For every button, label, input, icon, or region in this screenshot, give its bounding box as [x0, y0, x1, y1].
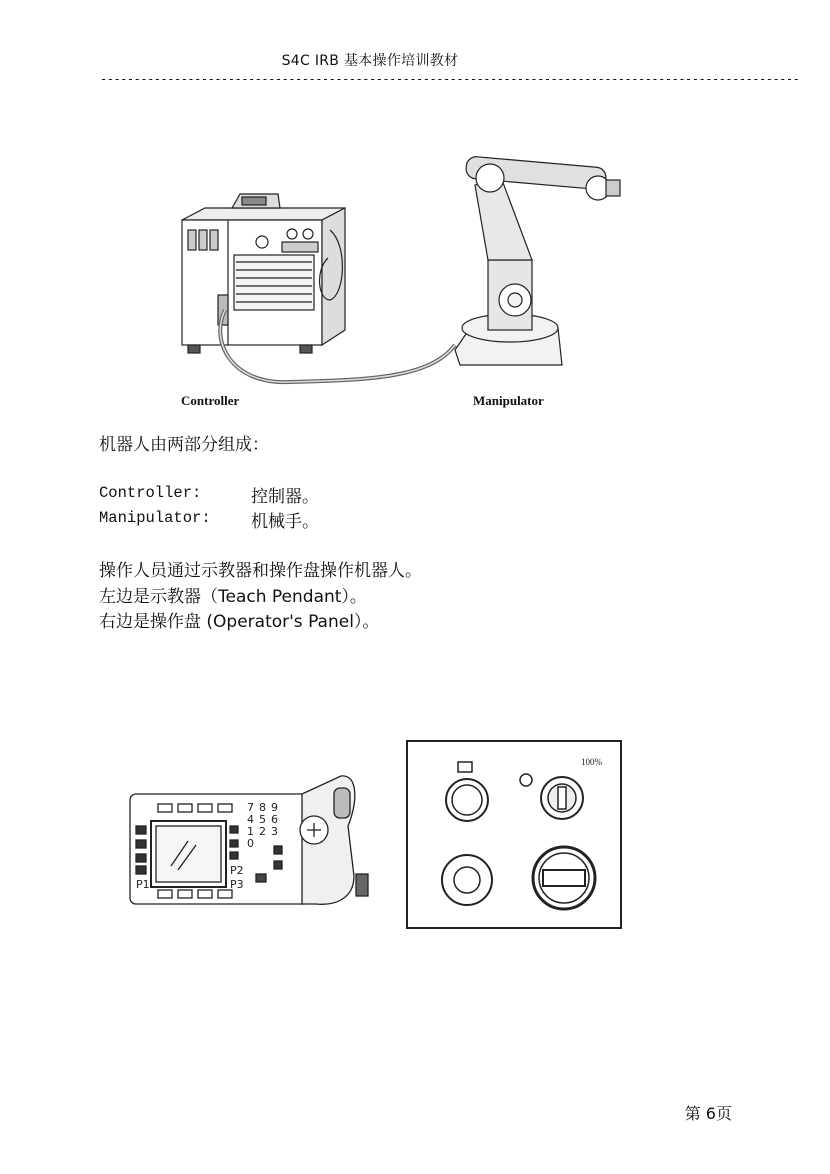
para-line-3: 右边是操作盘 (Operator's Panel）。	[99, 612, 380, 632]
controller-caption: Controller	[181, 393, 240, 408]
robot-system-figure	[170, 150, 630, 400]
key-0: 0	[247, 837, 254, 850]
key-p2: P2	[230, 864, 244, 877]
key-1: 1	[247, 825, 254, 838]
key-6: 6	[271, 813, 278, 826]
para-line-2: 左边是示教器（Teach Pendant）。	[99, 587, 367, 607]
manipulator-drawing	[455, 156, 620, 365]
key-5: 5	[259, 813, 266, 826]
mode-icon	[520, 774, 532, 786]
key-7: 7	[247, 801, 254, 814]
key-2: 2	[259, 825, 266, 838]
key-9: 9	[271, 801, 278, 814]
operator-panel-figure	[406, 740, 622, 930]
part-term-controller: Controller:	[99, 484, 202, 502]
header-rule: --------------------------------------------------------------------------------------------------------	[100, 72, 800, 86]
page-header-title: S4C IRB 基本操作培训教材	[281, 53, 459, 69]
intro-line: 机器人由两部分组成：	[99, 435, 269, 455]
para-line-1: 操作人员通过示教器和操作盘操作机器人。	[99, 561, 422, 581]
teach-pendant-figure	[126, 766, 371, 914]
key-8: 8	[259, 801, 266, 814]
key-3: 3	[271, 825, 278, 838]
motor-icon	[458, 762, 472, 772]
page-number: 第 6页	[684, 1104, 732, 1123]
controller-drawing	[182, 194, 345, 353]
part-desc-manipulator: 机械手。	[251, 512, 319, 532]
part-term-manipulator: Manipulator:	[99, 509, 211, 527]
manipulator-caption: Manipulator	[473, 393, 544, 408]
key-p3: P3	[230, 878, 244, 891]
key-p1: P1	[136, 878, 150, 891]
key-4: 4	[247, 813, 254, 826]
panel-percent-label: 100%	[581, 757, 602, 767]
part-desc-controller: 控制器。	[251, 487, 319, 507]
